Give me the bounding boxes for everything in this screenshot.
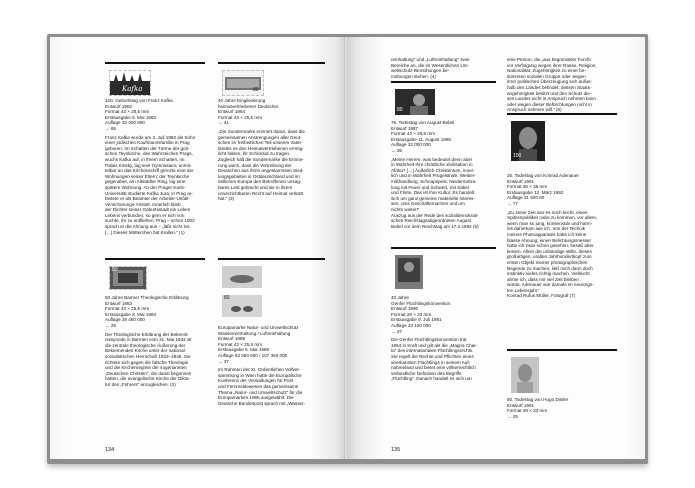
distler-caption: 50. Todestag von Hugo Distler Entwurf 1991 Format 28 × 33 mm → 25 (507, 397, 569, 419)
mouth-stamp (222, 266, 262, 288)
kafka-stamp (109, 70, 151, 96)
adenauer-entry (507, 173, 617, 299)
right-column-2-top (507, 57, 617, 113)
bebel-caption: 75. Todestag von August Bebel Entwurf 1987 Format 43 × 25,5 mm Erstausgabe 11. August 1988 Auflage 32 000 000 → 35 (391, 120, 455, 153)
distler-stamp (511, 357, 539, 393)
column-rule (218, 62, 325, 64)
stamp-value: 80 (112, 71, 118, 77)
europa-entry (218, 325, 325, 406)
stamp-value: 80 (112, 267, 118, 273)
vertriebene-text: „Die Sondermarke erinnert daran, dass die gemeinsamen Anstrengungen aller Deut- schen im freiheitlichen Teil unseres Vater- landes es den Heimatvertriebenen ermög- licht haben, ihr Schicksal zu tragen. Zugleich hält die Sondermarke die Erinne- rung wach, dass die Vertreibung der Deutschen aus ihren angestammten Sied- lungsgebieten in Ostdeutschland und im östlichen Europa den Betroffenen unsag- bares Leid gebracht und sie in ihrem unverzichtbaren Recht auf Heimat verletzt hat.“ (3) (218, 128, 305, 202)
bebel-stamp (395, 89, 435, 115)
column-rule (218, 258, 325, 260)
barmen-entry (105, 295, 205, 388)
barmen-caption: 50 Jahre Barmer Theologische Erklärung Entwurf 1983 Format 43 × 25,5 mm Erstausgabe 8. Mai 1984 Auflage 29 450 000 → 29 (105, 295, 189, 328)
kafka-text: Franz Kafka wurde am 3. Juli 1883 als Sohn einer jüdischen Kaufmannsfamilie in Prag geboren. Im Schatten der Türme der goti- schen Teynkirche, des Wahrzeichen Prags, wuchs Kafka auf, in ihrem Schatten, im Palais Kinsky, lag sein Gymnasium; unmit- telbar an das Kirchenschiff grenzte eine der Wohnungen seiner Eltern; der Teynkirche gegenüber, am Altstädter Ring, lag eine spätere Wohnung. An der Prager Karls- Universität studierte Kafka Jura; in Prag ar- beitete er als Beamter der Arbeiter-Unfall- Versicherungs-Anstalt. Innerlich blieb der Dichter seiner Geburtsstadt ein Leben Lebens verbunden, so gern er sich von suchte, ihr zu entfliehen. Prag – schon 1902 sprach er die Ahnung aus – „läßt nicht los […] Dieses Mütterchen hat Krallen.“ (1) (105, 134, 196, 235)
column-rule (105, 62, 205, 64)
adenauer-stamp (511, 121, 545, 161)
refugee-stamp (395, 255, 423, 289)
europa-text: Im Rahmen der XI. Ordentlichen Vollver- sammlung in Wien hatte die Europäische Konferenz der Verwaltungen für Post und Fernmeldewesen das gemeinsame Thema „Natur- und Umweltschutz“ für die Europamarken 1986 ausgewählt. Die Deutsche Bundespost sprach mit „Wasser- (218, 367, 306, 406)
vertriebene-entry (218, 98, 325, 202)
column-rule (507, 113, 617, 115)
left-page (50, 37, 345, 459)
open-book (47, 34, 648, 466)
distler-portrait (511, 357, 539, 393)
barmen-stamp (109, 266, 147, 290)
refugee-caption: 40 Jahre Genfer Flüchtlingskonvention Entwurf 1990 Format 28 × 33 mm Erstausgabe 9. Juli 1991 Auflage 33 100 000 → 37 (391, 295, 451, 334)
bebel-entry (391, 120, 496, 229)
adenauer-caption: 25. Todestag von Konrad Adenauer Entwurf 1991 Format 35 × 35 mm Erstausgabe 12. März 1992 Auflage 31 920 00 → 77 (507, 173, 579, 206)
distler-entry (507, 397, 617, 419)
kafka-entry (105, 98, 205, 235)
stamp-value: 100 (513, 153, 522, 159)
refugee-entry (391, 295, 496, 382)
column-rule (507, 349, 617, 351)
stamp-value: 80 (397, 107, 403, 113)
barmen-text: Die Theologische Erklärung der Bekennt- nissynode in Barmen vom 31. Mai 1934 ist die zentrale theologische Äußerung der Bekennenden Kirche unter der national- sozialistischen Herrschaft 1933–1945. Sie richtete sich gegen die falsche Theologie und die Kirchenregime der sogenannten „Deutschen Christen“, die damit begonnen hatten, die evangelische Kirche der Dikta- tur des „Führers“ anzugleichen. (2) (105, 331, 192, 387)
right-column-1-top (391, 57, 496, 79)
continued-text: reinhaltung“ und „Luftreinhaltung“ zwei Bereiche an, die im Wesentlichen Um- weltschutz-Bemühungen be- mühungen stehen. (4) (391, 57, 470, 79)
europa-caption: Europamarke Natur- und Umweltschutz Wasserreinhaltung / Luftreinhaltung Entwurf 1985 Format 43 × 25,5 mm Erstausgabe 5. Mai 1986 Auflage 63 550 000 / 107 350 000 → 37 (218, 325, 299, 364)
adenauer-text: „Zu Jener Zeit war es noch leicht, einen Spitzenpolitiker nahe zu kommen, vor allem, wenn man so jung, konservativ und harm- los daherkam wie ich. Von der Technik meines Photoapparates hatte ich keine blasse Ahnung; einen Belichtungsmesser hatte ich zwar schon gesehen, besaß aber keinen. Allein der unbändige Wille, diesen großartigen, uralten Jahrhundertkopf zum ersten Objekt meiner photographischen Begierde zu machen, ließ mich dann doch instinktiv vieles richtig machen. Vielleicht ahnte ich, dass mir viel Zeit bleiben würde. Adenauer war damals im neunzigs- ten Lebensjahr.“ Konrad Rufus Müller, Fotograf (7) (507, 209, 598, 299)
kafka-caption: 100. Geburtstag von Franz Kafka Entwurf 1982 Format 43 × 25,5 mm Erstausgabe 5. Mai 1983 Auflage 32 400 000 → 65 (105, 98, 173, 131)
stamp-word: Kafka (122, 85, 143, 93)
column-rule (105, 258, 205, 260)
right-page (347, 37, 645, 459)
vertriebene-stamp (222, 70, 264, 96)
bebel-text: „Meine Herren, was bedeutet denn aber in Wahrheit Ihre christliche Zivilisation in Afrika? […] Äußerlich Christentum, inner- lich und in Wahrheit Prügelstrafe, Weiber- mißhandlung, Schnapspest, Niedermetze- lung mit Feuer und Schwert, mit Säbel und Flinte. Das ist Ihre Kultur. Es handelt sich um ganz gemeine materielle Interes- sen, ums Geschäftemachen und um nichts weiter!“ Auszug aus der Rede des sozialdemokrati- schen Reichstagsabgeordneten August Bebel vor dem Reichstag am 17.2.1894 (5) (391, 156, 479, 229)
vertriebene-caption: 40 Jahre Eingliederung heimatvertriebener Deutscher Entwurf 1984 Format 43 × 25,5 mm → 41 (218, 98, 279, 126)
mouth-image (222, 266, 262, 288)
refugee-image (395, 255, 423, 289)
refugee-text: Die Genfer Flüchtlingskonvention trat 1954 in Kraft und gilt als die „Magna Char- ta“ des internationalen Flüchtlingsrechts. Sie regelt die Rechte und Pflichten eines anerkannten Flüchtlings in seinem Auf- nahmeland und bietet eine völkerrechtlich verbindliche Definition des Begriffs „Flüchtling“. Danach handelt es sich um (391, 337, 478, 382)
continued-text: eine Person, die „aus begründeter Furcht vor Verfolgung wegen ihrer Rasse, Religion, Nationalität, Zugehörigkeit zu einer be- stimmten sozialen Gruppe oder wegen ihrer politischen Überzeugung sich außer- halb des Landes befindet, dessen Staats- angehörigkeit besitzt und den Schutz die- ses Landes nicht in Anspruch nehmen kann oder wegen dieser Befürchtungen nicht in Anspruch nehmen will.“ (6) (507, 57, 597, 113)
nose-stamp (222, 295, 262, 317)
page-number-left: 134 (105, 447, 115, 453)
page-number-right: 135 (391, 447, 401, 453)
stamp-value: 80 (253, 87, 259, 93)
stamp-value: 80 (224, 295, 230, 301)
column-rule (391, 81, 496, 83)
column-rule (391, 247, 496, 249)
